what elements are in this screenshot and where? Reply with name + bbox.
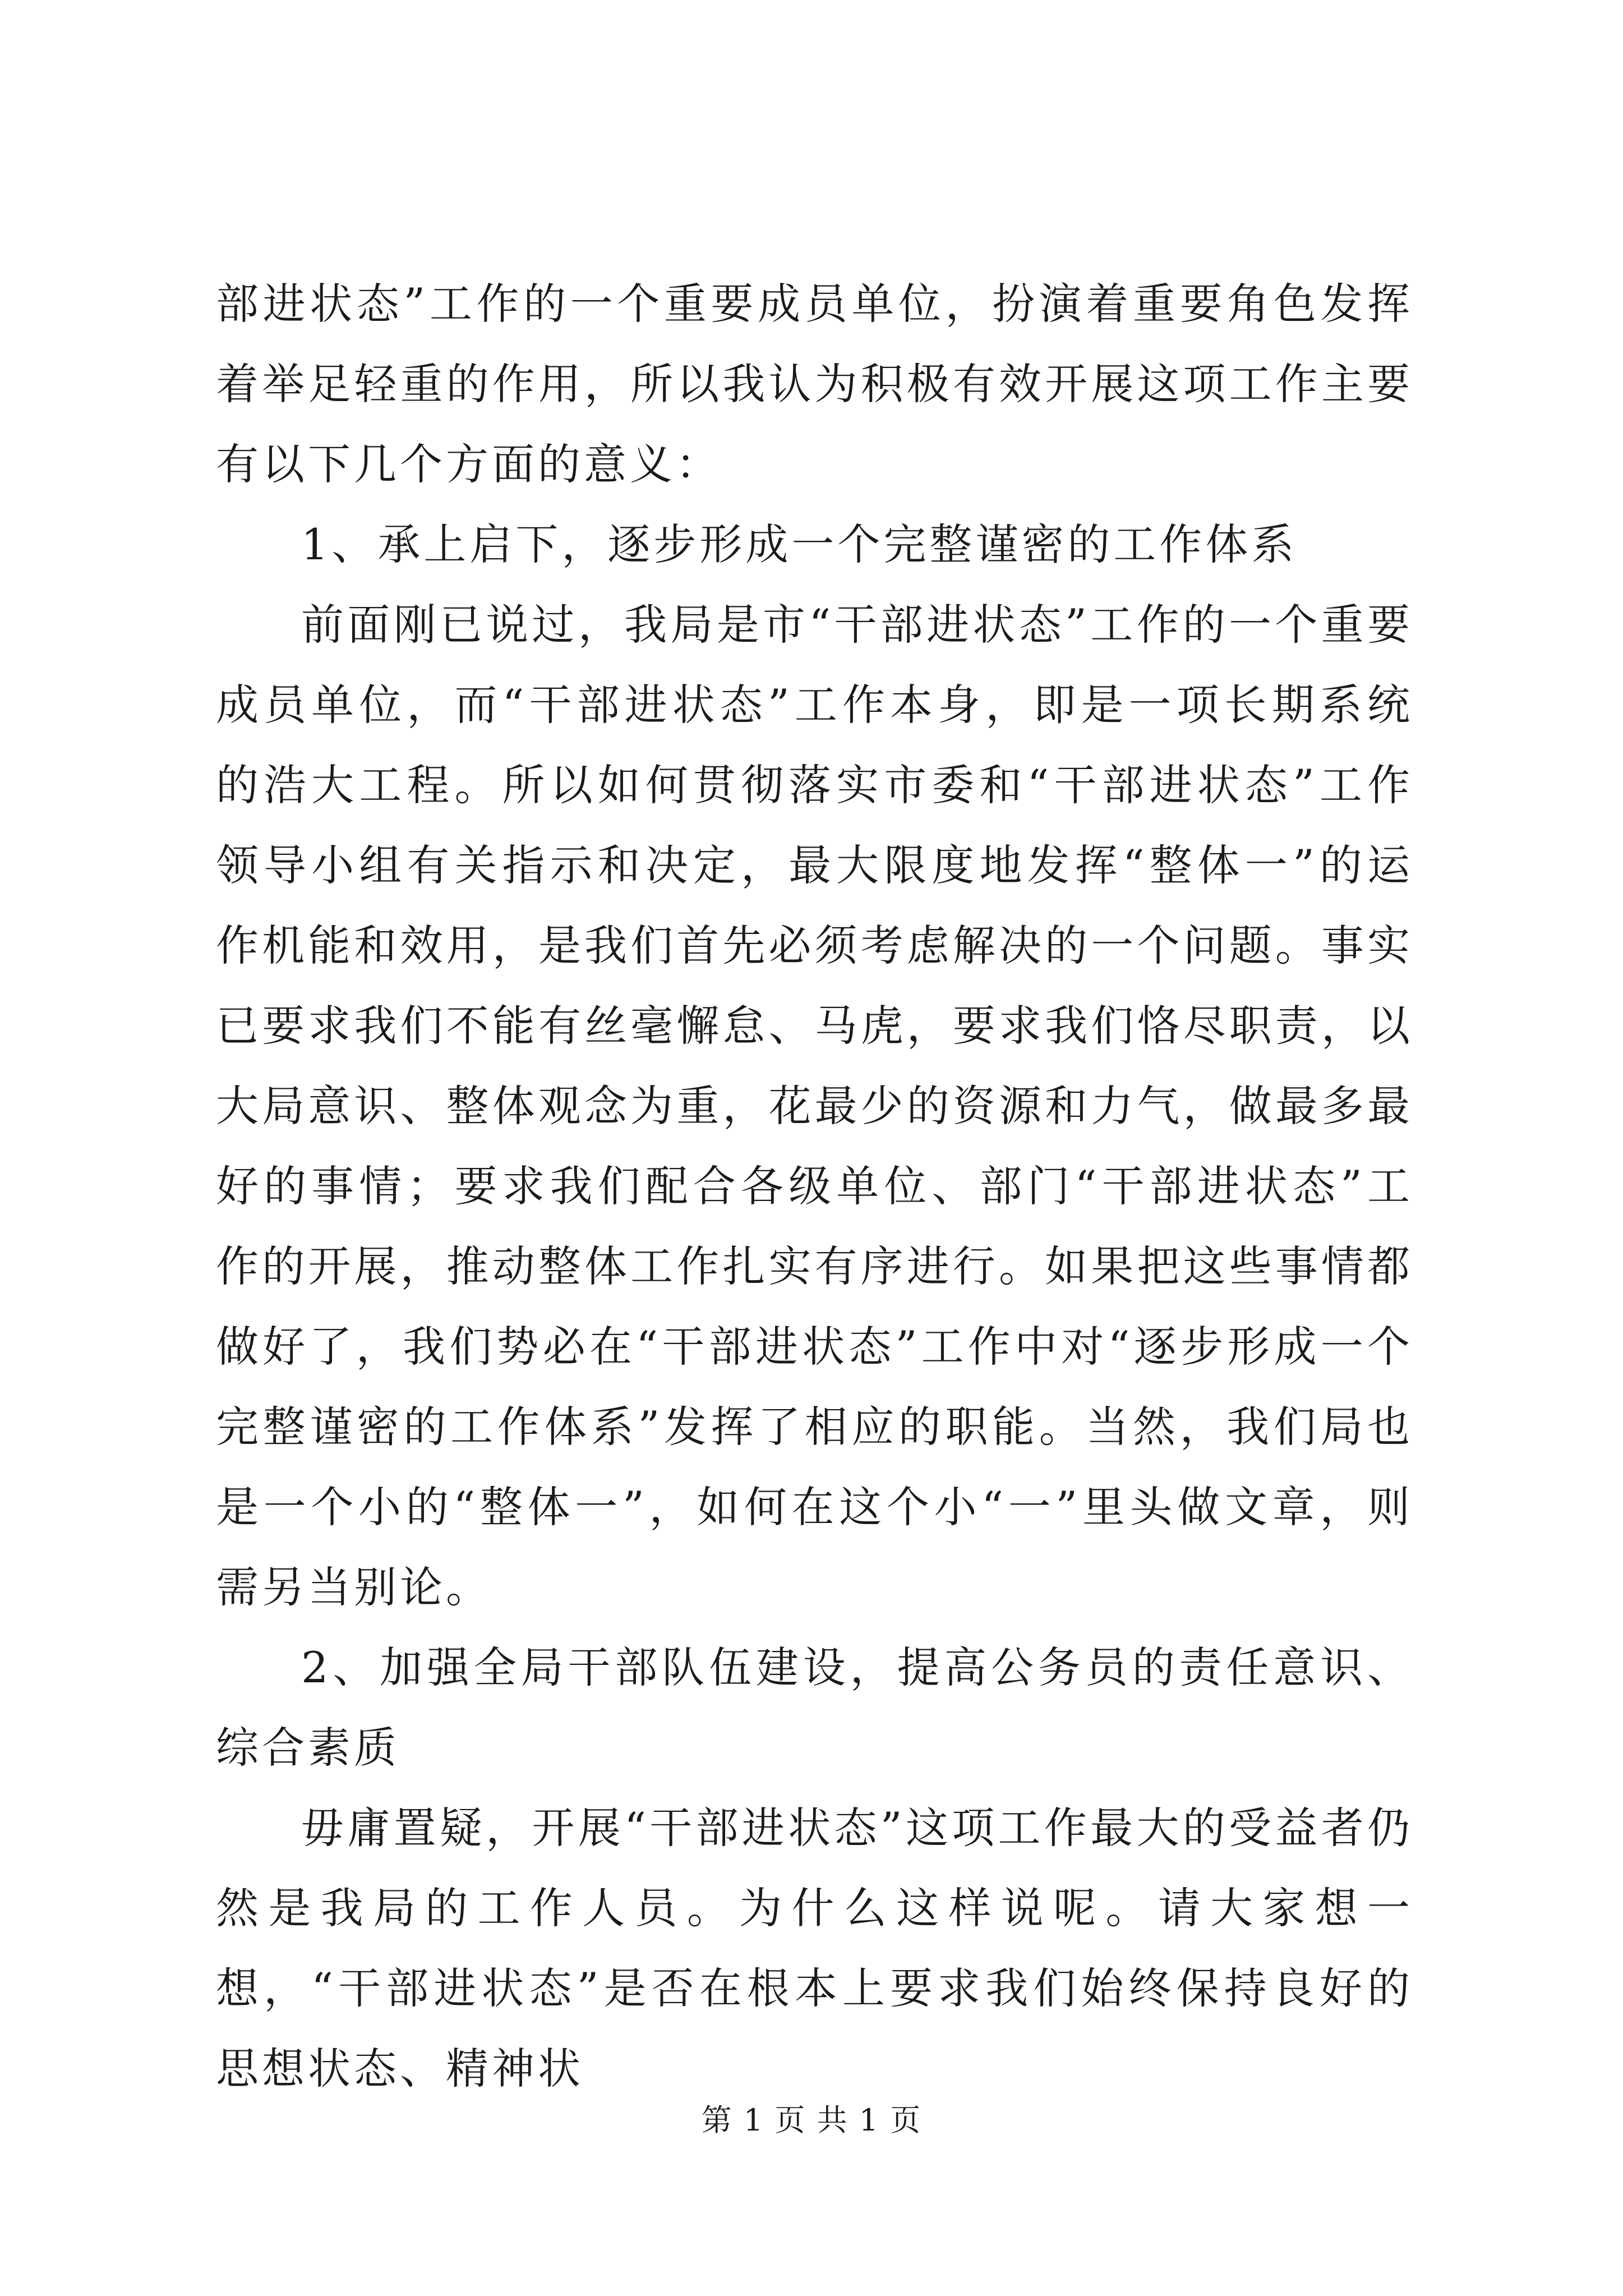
page-number-footer: 第 1 页 共 1 页 [701, 2102, 922, 2138]
heading-point-1: 1、承上启下，逐步形成一个完整谨密的工作体系 [301, 519, 1298, 569]
paragraph-intro: 部进状态”工作的一个重要成员单位，扮演着重要角色发挥着举足轻重的作用，所以我认为积极有效开展这项工作主要有以下几个方面的意义： [216, 279, 1413, 489]
paragraph-point-2-body: 毋庸置疑，开展“干部进状态”这项工作最大的受益者仍然是我局的工作人员。为什么这样说呢。请大家想一想，“干部进状态”是否在根本上要求我们始终保持良好的思想状态、精神状 [216, 1803, 1413, 2093]
paragraph-point-1-body: 前面刚已说过，我局是市“干部进状态”工作的一个重要成员单位，而“干部进状态”工作本身，即是一项长期系统的浩大工程。所以如何贯彻落实市委和“干部进状态”工作领导小组有关指示和决定，最大限度地发挥“整体一”的运作机能和效用，是我们首先必须考虑解决的一个问题。事实已要求我们不能有丝毫懈怠、马虎，要求我们恪尽职责，以大局意识、整体观念为重，花最少的资源和力气，做最多最好的事情；要求我们配合各级单位、部门“干部进状态”工作的开展，推动整体工作扎实有序进行。如果把这些事情都做好了，我们势必在“干部进状态”工作中对“逐步形成一个完整谨密的工作体系”发挥了相应的职能。当然，我们局也是一个小的“整体一”，如何在这个小“一”里头做文章，则需另当别论。 [216, 600, 1413, 1612]
heading-point-2: 2、加强全局干部队伍建设，提高公务员的责任意识、综合素质 [216, 1642, 1413, 1773]
document-body [216, 264, 1413, 2109]
